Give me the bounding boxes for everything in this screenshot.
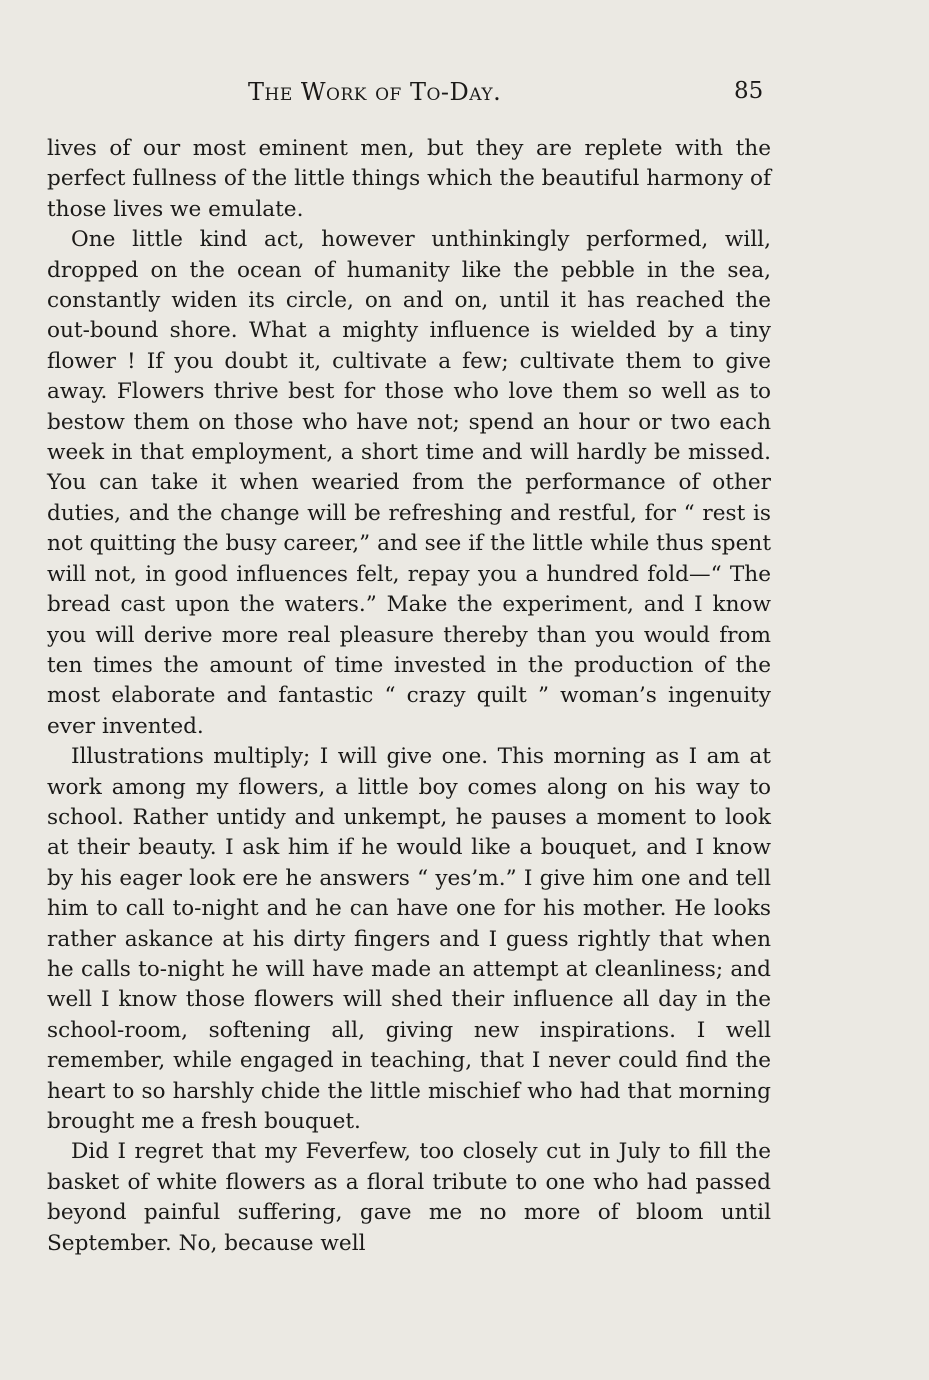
paragraph-feverfew: Did I regret that my Feverfew, too closely cut in July to fill the basket of white flowers as a floral tribute to one who had passed beyond painful suffering, gave me no more of bloom until September. No, because well xyxy=(47,1139,771,1256)
running-title: The Work of To-Day. xyxy=(248,78,502,106)
body-text xyxy=(47,134,771,1259)
page-number: 85 xyxy=(734,78,764,104)
page-header xyxy=(0,78,929,112)
paragraph-continued: lives of our most eminent men, but they are replete with the perfect fullness of the little things which the beautiful harmony of those lives we emulate. xyxy=(47,136,771,222)
paragraph-kind-act: One little kind act, however unthinkingly performed, will, dropped on the ocean of humanity like the pebble in the sea, constantly widen its circle, on and on, until it has reached the out-bound shore. What a mighty influence is wielded by a tiny flower ! If you doubt it, cultivate a few; cultivate them to give away. Flowers thrive best for those who love them so well as to bestow them on those who have not; spend an hour or two each week in that employment, a short time and will hardly be missed. You can take it when wearied from the performance of other duties, and the change will be refreshing and restful, for “ rest is not quitting the busy career,” and see if the little while thus spent will not, in good influences felt, repay you a hundred fold—“ The bread cast upon the waters.” Make the experiment, and I know you will derive more real pleasure thereby than you would from ten times the amount of time invested in the production of the most elaborate and fantastic “ crazy quilt ” woman’s ingenuity ever invented. xyxy=(47,227,771,739)
paragraph-illustrations: Illustrations multiply; I will give one. This morning as I am at work among my flowers, a little boy comes along on his way to school. Rather untidy and unkempt, he pauses a moment to look at their beauty. I ask him if he would like a bouquet, and I know by his eager look ere he answers “ yes’m.” I give him one and tell him to call to-night and he can have one for his mother. He looks rather askance at his dirty fingers and I guess rightly that when he calls to-night he will have made an attempt at cleanliness; and well I know those flowers will shed their influence all day in the school-room, softening all, giving new inspirations. I well remember, while engaged in teaching, that I never could find the heart to so harshly chide the little mischief who had that morning brought me a fresh bouquet. xyxy=(47,744,771,1134)
